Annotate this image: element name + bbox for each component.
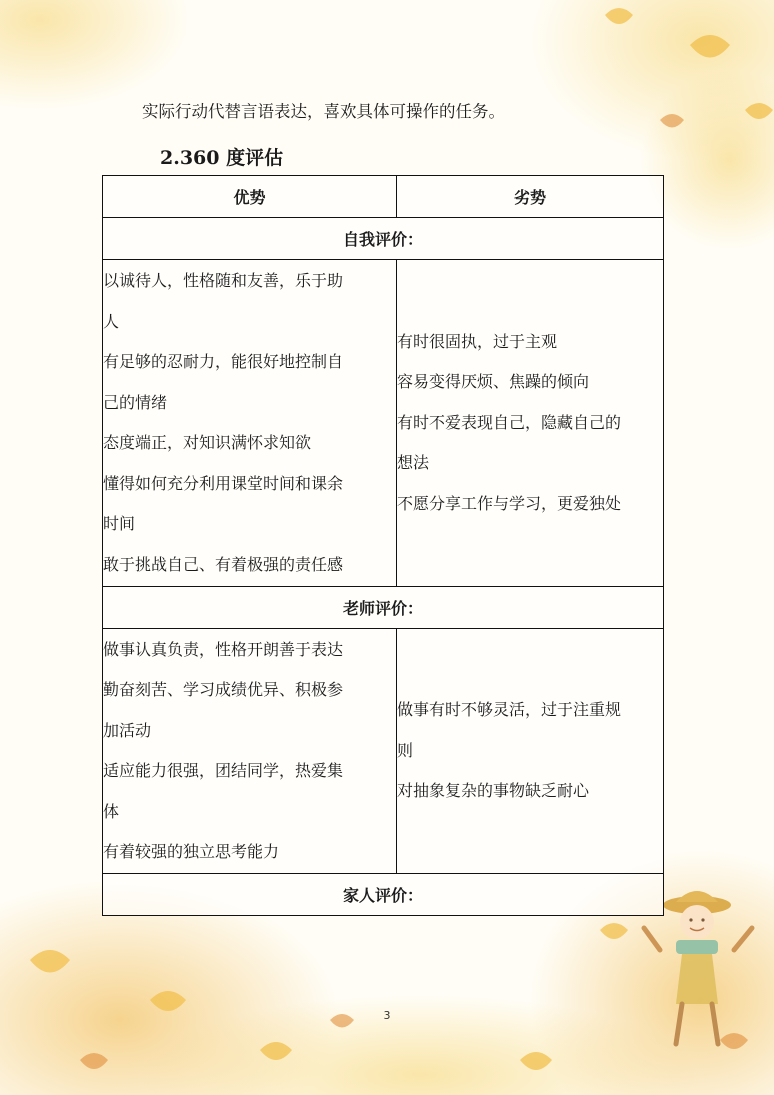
list-item: 适应能力很强，团结同学，热爱集 bbox=[103, 761, 344, 780]
list-item: 体 bbox=[103, 801, 120, 821]
section-title: 2.360 度评估 bbox=[160, 147, 284, 169]
teacher-weaknesses-cell bbox=[397, 629, 664, 874]
section-title-family: 家人评价： bbox=[103, 874, 664, 916]
section-title-teacher: 老师评价： bbox=[103, 587, 664, 629]
table-header-row bbox=[103, 176, 664, 218]
evaluation-table bbox=[102, 175, 664, 916]
list-item: 有着较强的独立思考能力 bbox=[103, 842, 280, 861]
header-weaknesses: 劣势 bbox=[397, 176, 664, 218]
list-item: 做事有时不够灵活，过于注重规 bbox=[397, 700, 622, 720]
list-item: 态度端正，对知识满怀求知欲 bbox=[103, 433, 312, 452]
list-item: 敢于挑战自己、有着极强的责任感 bbox=[103, 554, 344, 574]
page-number: 3 bbox=[383, 1009, 391, 1022]
list-item: 对抽象复杂的事物缺乏耐心 bbox=[397, 781, 590, 801]
list-item: 做事认真负责，性格开朗善于表达 bbox=[103, 639, 344, 659]
list-item: 己的情绪 bbox=[103, 392, 168, 412]
list-item: 不愿分享工作与学习，更爱独处 bbox=[397, 493, 622, 513]
self-strengths-cell bbox=[103, 260, 397, 587]
list-item: 加活动 bbox=[103, 720, 152, 740]
list-item: 勤奋刻苦、学习成绩优异、积极参 bbox=[103, 680, 344, 699]
list-item: 有时不爱表现自己，隐藏自己的 bbox=[397, 412, 622, 432]
section-row-self bbox=[103, 218, 664, 260]
list-item: 有足够的忍耐力，能很好地控制自 bbox=[103, 352, 344, 371]
list-item: 以诚待人，性格随和友善，乐于助 bbox=[103, 271, 344, 290]
intro-paragraph: 实际行动代替言语表达，喜欢具体可操作的任务。 bbox=[142, 102, 505, 121]
self-weaknesses-cell bbox=[397, 260, 664, 587]
list-item: 懂得如何充分利用课堂时间和课余 bbox=[103, 473, 344, 493]
content-row-self bbox=[103, 260, 664, 587]
section-title-self: 自我评价： bbox=[103, 218, 664, 260]
section-row-teacher bbox=[103, 587, 664, 629]
list-item: 则 bbox=[397, 740, 414, 760]
list-item: 时间 bbox=[103, 514, 136, 533]
section-row-family bbox=[103, 874, 664, 916]
list-item: 想法 bbox=[397, 453, 430, 473]
teacher-strengths-cell bbox=[103, 629, 397, 874]
list-item: 有时很固执，过于主观 bbox=[397, 331, 558, 351]
header-strengths: 优势 bbox=[103, 176, 397, 218]
content-row-teacher bbox=[103, 629, 664, 874]
list-item: 容易变得厌烦、焦躁的倾向 bbox=[397, 372, 590, 392]
list-item: 人 bbox=[103, 311, 120, 331]
